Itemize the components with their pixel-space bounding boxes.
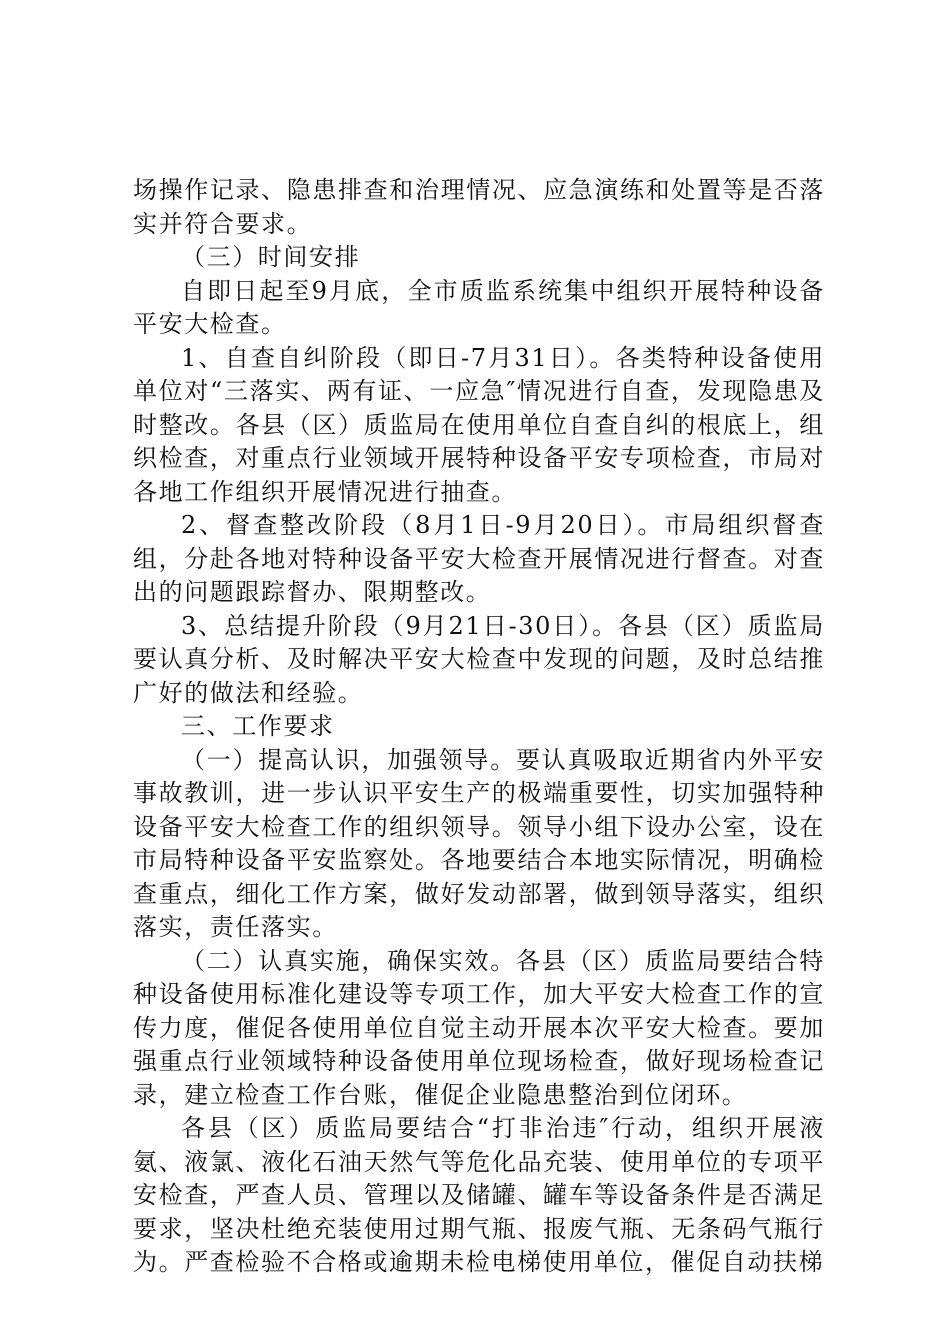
section-heading-schedule: （三）时间安排 [181,243,361,271]
paragraph-phase-2: 2、督查整改阶段（8月1日-9月20日）。市局组织督查组，分赴各地对特种设备平安大检查开展情况进行督查。对查出的问题跟踪督办、限期整改。 [133,511,825,606]
paragraph-continuation: 场操作记录、隐患排查和治理情况、应急演练和处置等是否落实并符合要求。 [133,176,825,238]
paragraph-requirement-1: （一）提高认识，加强领导。要认真吸取近期省内外平安事故教训，进一步认识平安生产的极端重要性，切实加强特种设备平安大检查工作的组织领导。领导小组下设办公室，设在市局特种设备平安监察处。各地要结合本地实际情况，明确检查重点，细化工作方案，做好发动部署，做到领导落实，组织落实，责任落实。 [133,745,825,941]
paragraph-phase-3: 3、总结提升阶段（9月21日-30日）。各县（区）质监局要认真分析、及时解决平安大检查中发现的问题，及时总结推广好的做法和经验。 [133,611,825,707]
paragraph-schedule-intro: 自即日起至9月底，全市质监系统集中组织开展特种设备平安大检查。 [133,276,825,338]
section-heading-requirements: 三、工作要求 [181,712,335,740]
document-body [133,174,825,1280]
paragraph-requirement-2-continued: 各县（区）质监局要结合“打非治违″行动，组织开展液氨、液氯、液化石油天然气等危化品充装、使用单位的专项平安检查，严查人员、管理以及储罐、罐车等设备条件是否满足要求，坚决杜绝充装使用过期气瓶、报废气瓶、无条码气瓶行为。严查检验不合格或逾期未检电梯使用单位，催促自动扶梯 [133,1114,825,1276]
paragraph-requirement-2: （二）认真实施，确保实效。各县（区）质监局要结合特种设备使用标准化建设等专项工作，加大平安大检查工作的宣传力度，催促各使用单位自觉主动开展本次平安大检查。要加强重点行业领域特种设备使用单位现场检查，做好现场检查记录，建立检查工作台账，催促企业隐患整治到位闭环。 [133,946,825,1109]
paragraph-phase-1: 1、自查自纠阶段（即日-7月31日）。各类特种设备使用单位对“三落实、两有证、一应急″情况进行自查，发现隐患及时整改。各县（区）质监局在使用单位自查自纠的根底上，组织检查，对重点行业领域开展特种设备平安专项检查，市局对各地工作组织开展情况进行抽查。 [133,343,825,506]
